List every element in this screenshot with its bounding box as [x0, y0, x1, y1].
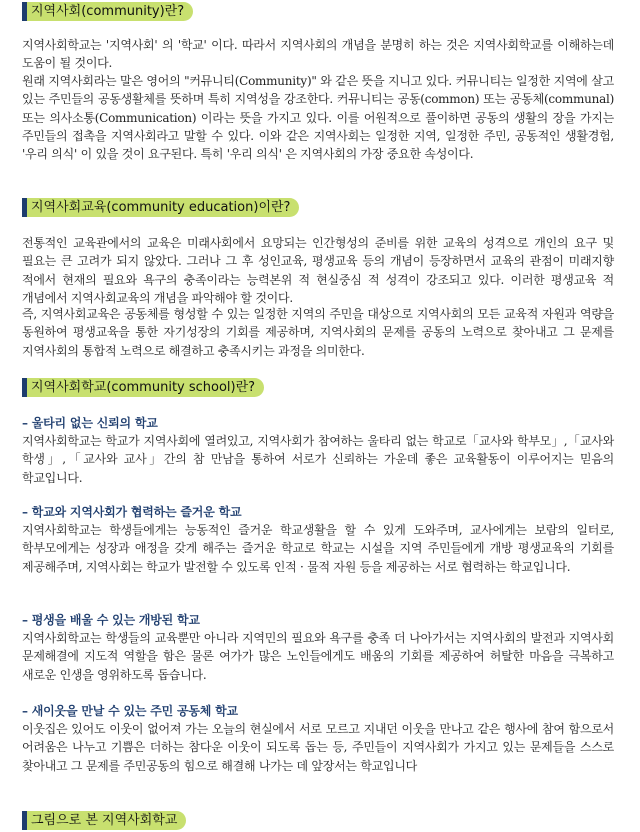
paragraph: 전통적인 교육관에서의 교육은 미래사회에서 요망되는 인간형성의 준비를 위한 교육의 성격으로 개인의 요구 및 필요는 큰 고려가 되지 않았다. 그러나 그 후 성인교육, 평생교육 등의 개념이 등장하면서 교육의 관점이 미래지향 적에서 현재의 필요와 욕구의 충족이라는 능력본위 적 현실중심 적 성격이 강조되고 있다. 이러한 평생교육 적 개념에서 지역사회교육의 개념을 파악해야 할 것이다.	[22, 236, 614, 305]
section-title: 지역사회학교(community school)란?	[27, 378, 264, 397]
paragraph: 지역사회학교는 학교가 지역사회에 열려있고, 지역사회가 참여하는 울타리 없는 학교로「교사와 학부모」,「교사와 학생」,「교사와 교사」간의 참 만남을 통하여 서로가 신뢰하는 가운데 좋은 교육활동이 이루어지는 믿음의 학교입니다.	[22, 434, 614, 485]
paragraph: 지역사회학교는 학생들에게는 능동적인 즐거운 학교생활을 할 수 있게 도와주며, 교사에게는 보람의 일터로, 학부모에게는 성장과 애정을 갖게 해주는 즐거운 학교로 학교는 시설을 지역 주민들에게 개방 평생교육의 기회를 제공해주며, 지역사회는 학교가 발전할 수 있도록 인적 · 물적 자원 등을 제공하는 서로 협력하는 학교입니다.	[22, 523, 614, 574]
subheading: – 학교와 지역사회가 협력하는 즐거운 학교	[22, 505, 242, 519]
paragraph: 즉, 지역사회교육은 공동체를 형성할 수 있는 일정한 지역의 주민을 대상으로 지역사회의 모든 교육적 자원과 역량을 동원하여 평생교육을 통한 자기성장의 기회를 제공하며, 지역사회의 문제를 공동의 노력으로 찾아내고 그 문제를 지역사회의 통합적 노력으로 해결하고 충족시키는 과정을 의미한다.	[22, 307, 614, 358]
subheading: – 새이웃을 만날 수 있는 주민 공동체 학교	[22, 704, 238, 718]
paragraph: 원래 지역사회라는 말은 영어의 "커뮤니티(Community)" 와 같은 뜻을 지니고 있다. 커뮤니티는 일정한 지역에 살고 있는 주민들의 공동생활체를 뜻하며 특히 지역성을 강조한다. 커뮤니티는 공동(common) 또는 공동체(communal) 또는 의사소통(Communication) 이라는 뜻을 가지고 있다. 이를 어원적으로 풀이하면 공동의 생활의 장을 가지는 주민들의 접촉을 지역사회라고 말할 수 있다. 이와 같은 지역사회는 일정한 지역, 일정한 주민, 공동적인 생활경험, '우리 의식' 이 있을 것이 요구된다. 특히 '우리 의식' 은 지역사회의 가장 중요한 속성이다.	[22, 74, 614, 162]
section-heading-illustrated	[22, 811, 186, 830]
paragraph: 이웃집은 있어도 이웃이 없어져 가는 오늘의 현실에서 서로 모르고 지내던 이웃을 만나고 같은 행사에 참여 함으로서 어려움은 나누고 기쁨은 더하는 참다운 이웃이 되도록 돕는 등, 주민들이 지역사회가 가지고 있는 문제들을 스스로 찾아내고 그 문제를 주민공동의 힘으로 해결해 나가는 데 앞장서는 학교입니다	[22, 722, 614, 773]
section-title: 그림으로 본 지역사회학교	[27, 811, 186, 830]
section-title: 지역사회(community)란?	[27, 2, 193, 21]
section-heading-community	[22, 2, 193, 21]
section-title: 지역사회교육(community education)이란?	[27, 198, 299, 217]
section-heading-community-education	[22, 198, 299, 217]
subheading: – 울타리 없는 신뢰의 학교	[22, 416, 158, 430]
paragraph: 지역사회학교는 '지역사회' 의 '학교' 이다. 따라서 지역사회의 개념을 분명히 하는 것은 지역사회학교를 이해하는데 도움이 될 것이다.	[22, 38, 614, 71]
subheading: – 평생을 배울 수 있는 개방된 학교	[22, 613, 200, 627]
section-heading-community-school	[22, 378, 264, 397]
paragraph: 지역사회학교는 학생들의 교육뿐만 아니라 지역민의 필요와 욕구를 충족 더 나아가서는 지역사회의 발전과 지역사회 문제해결에 지도적 역할을 함은 물론 여가가 많은 노인들에게도 배움의 기회를 제공하여 허탈한 마음을 극복하고 새로운 인생을 영위하도록 돕습니다.	[22, 631, 614, 682]
